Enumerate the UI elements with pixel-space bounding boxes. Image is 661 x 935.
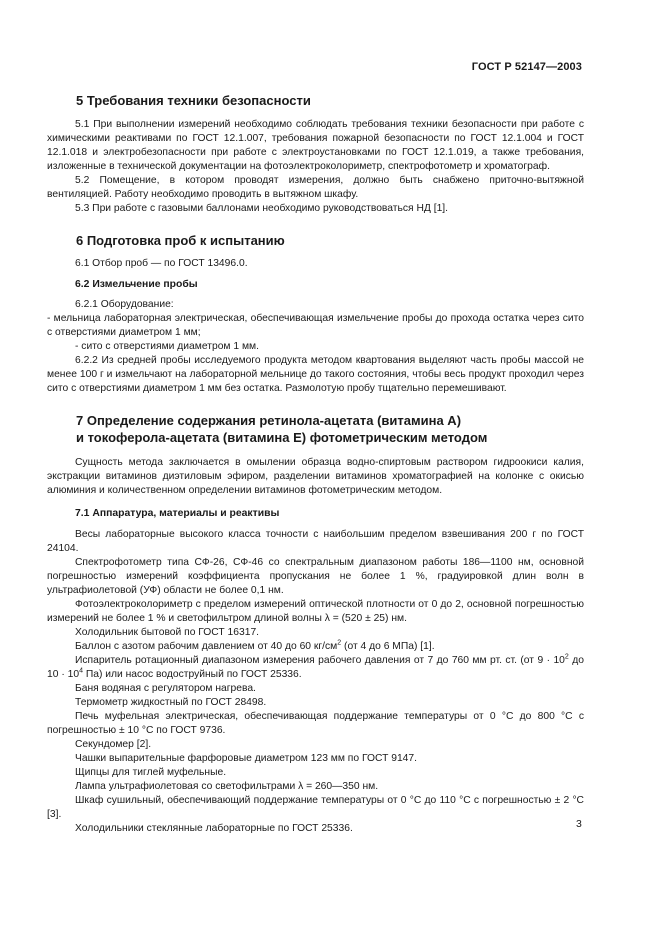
section-7-title-line1: 7 Определение содержания ретинола-ацетата (витамина А): [76, 413, 462, 428]
item-uv-lamp: Лампа ультрафиолетовая со светофильтрами λ = 260—350 нм.: [75, 781, 379, 792]
item-glass-condensers: Холодильники стеклянные лабораторные по ГОСТ 25336.: [75, 823, 353, 834]
item-crucible-tongs: Щипцы для тиглей муфельные.: [75, 767, 227, 778]
paragraph-5-2: 5.2 Помещение, в котором проводят измерения, должно быть снабжено приточно-вытяжной вентиляцией. Работу необходимо проводить в вытяжном шкафу.: [47, 175, 584, 200]
item-water-bath: Баня водяная с регулятором нагрева.: [75, 683, 256, 694]
subsection-7-1-title: 7.1 Аппаратура, материалы и реактивы: [75, 508, 280, 519]
item-thermometer: Термометр жидкостный по ГОСТ 28498.: [75, 697, 267, 708]
standard-header: ГОСТ Р 52147—2003: [471, 61, 582, 73]
paragraph-6-1: 6.1 Отбор проб — по ГОСТ 13496.0.: [75, 258, 248, 269]
item-rotary-evaporator: [47, 654, 584, 682]
nitrogen-text-a: Баллон с азотом рабочим давлением от 40 до 60 кг/см: [75, 641, 338, 652]
item-drying-oven: Шкаф сушильный, обеспечивающий поддержание температуры от 0 °С до 110 °С с погрешностью ± 2 °С [3].: [47, 795, 584, 820]
subsection-6-2-title: 6.2 Измельчение пробы: [75, 279, 198, 290]
evaporator-text-c: Па) или насос водоструйный по ГОСТ 25336.: [82, 669, 302, 680]
item-stopwatch: Секундомер [2].: [75, 739, 152, 750]
evaporator-sup-2: 4: [79, 667, 83, 675]
paragraph-6-2-1: 6.2.1 Оборудование:: [75, 299, 174, 310]
page-number: 3: [576, 818, 582, 830]
evaporator-text-b: до 10 · 10: [47, 655, 584, 680]
item-nitrogen-cylinder: [47, 640, 584, 654]
paragraph-6-2-2: 6.2.2 Из средней пробы исследуемого продукта методом квартования выделяют часть пробы массой не менее 100 г и измельчают на лабораторной мельнице до такого состояния, чтобы весь продукт проходил через сито с отверстиями диаметром 1 мм без остатка. Размолотую пробу тщательно перемешивают.: [47, 355, 584, 394]
paragraph-5-1: 5.1 При выполнении измерений необходимо соблюдать требования техники безопасности при работе с химическими реактивами по ГОСТ 12.1.007, требования пожарной безопасности по ГОСТ 12.1.004 и ГОСТ 12.1.018 и электробезопасности при работе с электроустановками по ГОСТ 12.1.019, а также требования, изложенные в технической документации на фотоэлектроколориметр, спектрофотометр и хроматограф.: [47, 119, 584, 172]
section-7-title-line2: и токоферола-ацетата (витамина Е) фотометрическим методом: [76, 430, 488, 445]
section-6-title: 6 Подготовка проб к испытанию: [76, 233, 285, 248]
item-spectrophotometer: Спектрофотометр типа СФ-26, СФ-46 со спектральным диапазоном работы 186—1100 нм, основной погрешностью измерений коэффициента пропускания не более 1 %, градуировкой длин волн в ультрафиолетовой (УФ) области не более 0,1 нм.: [47, 557, 584, 596]
equipment-item-sieve: - сито с отверстиями диаметром 1 мм.: [75, 341, 259, 352]
evaporator-text-a: Испаритель ротационный диапазоном измерения рабочего давления от 7 до 760 мм рт. ст. (от 9 · 10: [75, 655, 565, 666]
nitrogen-sup: 2: [337, 639, 342, 647]
evaporator-sup-1: 2: [564, 653, 569, 661]
paragraph-7-intro: Сущность метода заключается в омылении образца водно-спиртовым раствором гидроокиси калия, экстракции витаминов диэтиловым эфиром, разделении витаминов хроматографией на колонке с окисью алюминия и количественном определении витаминов фотометрическим методом.: [47, 457, 584, 496]
page-content: [47, 92, 584, 836]
item-scales: Весы лабораторные высокого класса точности с наибольшим пределом взвешивания 200 г по ГОСТ 24104.: [47, 529, 584, 554]
equipment-item-mill: - мельница лабораторная электрическая, обеспечивающая измельчение пробы до прохода остатка через сито с отверстиями диаметром 1 мм;: [47, 313, 584, 338]
nitrogen-text-b: (от 4 до 6 МПа) [1].: [341, 641, 435, 652]
item-refrigerator: Холодильник бытовой по ГОСТ 16317.: [75, 627, 260, 638]
paragraph-5-3: 5.3 При работе с газовыми баллонами необходимо руководствоваться НД [1].: [75, 203, 449, 214]
item-muffle-furnace: Печь муфельная электрическая, обеспечивающая поддержание температуры от 0 °С до 800 °С с погрешностью ± 10 °С по ГОСТ 9736.: [47, 711, 584, 736]
section-5-title: 5 Требования техники безопасности: [76, 93, 311, 108]
item-evaporating-dishes: Чашки выпарительные фарфоровые диаметром 123 мм по ГОСТ 9147.: [75, 753, 417, 764]
item-photocolorimeter: Фотоэлектроколориметр с пределом измерений оптической плотности от 0 до 2, основной погрешностью измерений не более 1 % и светофильтром длиной волны λ = (520 ± 25) нм.: [47, 599, 584, 624]
